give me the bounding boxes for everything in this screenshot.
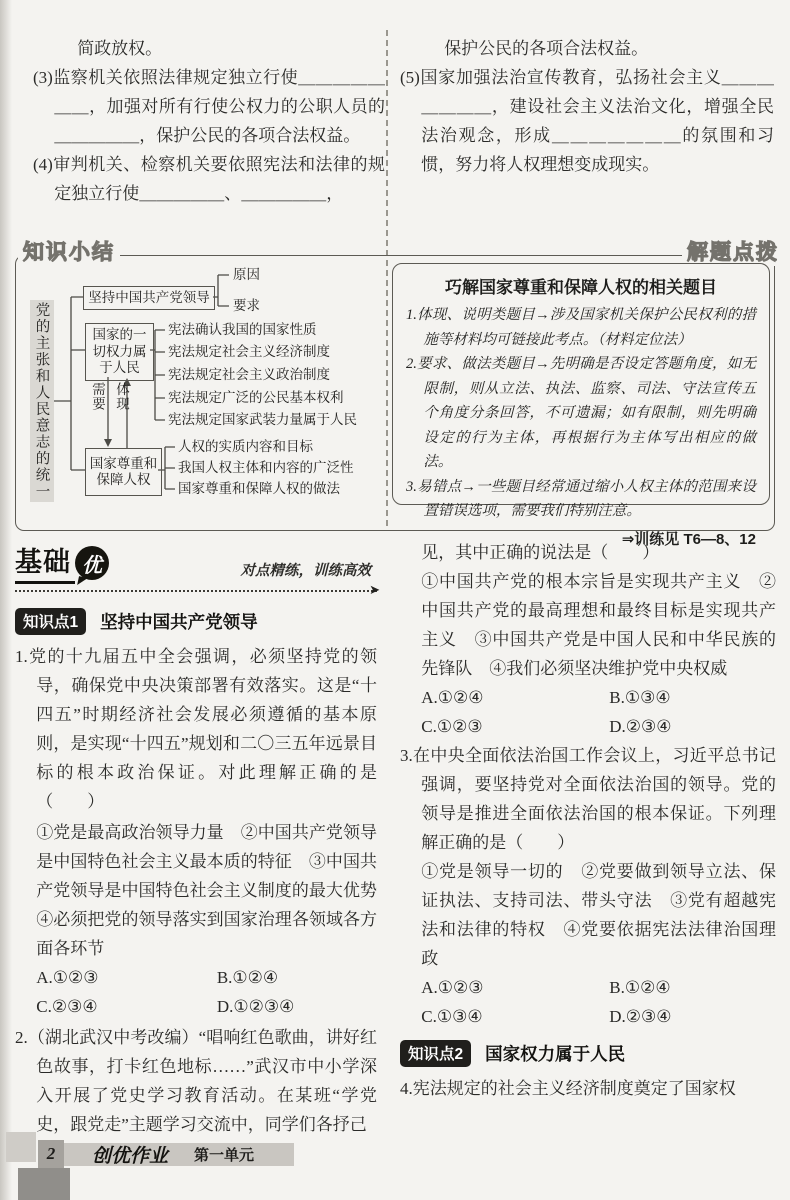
flowchart-node-power-belongs-to-people: 国家的一切权力属于人民 bbox=[85, 323, 154, 381]
question-3-options-row-1 bbox=[400, 973, 776, 1002]
flowchart-branch: 要求 bbox=[233, 298, 260, 313]
question-1-items: ①党是最高政治领导力量 ②中国共产党领导是中国特色社会主义最本质的特征 ③中国共产党领导是中国特色社会主义制度的最大优势 ④必须把党的领导落实到国家治理各领域各方面各环节 bbox=[36, 823, 394, 958]
flowchart-node-party-leadership: 坚持中国共产党领导 bbox=[83, 286, 215, 310]
option-d: D.①②③④ bbox=[216, 997, 295, 1016]
flowchart-branch: 宪法规定社会主义经济制度 bbox=[168, 344, 330, 359]
flowchart-branch: 国家尊重和保障人权的做法 bbox=[178, 481, 340, 496]
option-b: B.①②④ bbox=[216, 968, 279, 987]
basics-tagline: 对点精练，训练高效 bbox=[240, 563, 371, 579]
right-exercise-column bbox=[400, 538, 776, 1103]
flowchart-branch: 宪法规定社会主义政治制度 bbox=[168, 367, 330, 382]
option-c: C.①③④ bbox=[421, 1007, 483, 1026]
tips-label: 解题点拨 bbox=[682, 236, 784, 266]
tips-item-2: 2.要求、做法类题目→先明确是否设定答题角度，如无限制，则从立法、执法、监察、司法、守法宣传五个角度分条回答，不可遗漏；如有限制，则先明确设定的行为主体，再根据行为主体写出相应的做法。 bbox=[406, 356, 756, 470]
fill-in-continuation: 保护公民的各项合法权益。 bbox=[444, 39, 649, 58]
dotted-separator bbox=[15, 582, 380, 597]
knowledge-flowchart bbox=[15, 260, 385, 528]
option-a: A.①②③ bbox=[36, 968, 99, 987]
scan-artifact bbox=[18, 1168, 70, 1200]
question-4-stem: 4.宪法规定的社会主义经济制度奠定了国家权 bbox=[400, 1079, 736, 1098]
option-d: D.②③④ bbox=[609, 1007, 672, 1026]
question-3-stem: 3.在中央全面依法治国工作会议上，习近平总书记强调，要坚持党对全面依法治国的领导。党的领导是推进全面依法治国的根本保证。下列理解正确的是（ ） bbox=[400, 746, 776, 852]
you-badge: 优 bbox=[75, 546, 109, 580]
kp1-title: 坚持中国共产党领导 bbox=[100, 612, 258, 632]
question-2-stem: 2.（湖北武汉中考改编）“唱响红色歌曲，讲好红色故事，打卡红色地标……”武汉市中小学深入开展了党史学习教育活动。在某班“学党史，跟党走”主题学习交流中，同学们各抒己 bbox=[15, 1028, 377, 1134]
badge-tail bbox=[77, 576, 88, 587]
basics-logo: 基础 bbox=[15, 540, 75, 584]
tips-item-3: 3.易错点→一些题目经常通过缩小人权主体的范围来设置错误选项，需要我们特别注意。 bbox=[406, 478, 756, 519]
solving-tips-panel bbox=[392, 263, 770, 548]
knowledge-point-1 bbox=[15, 608, 377, 635]
fill-in-right-column bbox=[400, 34, 774, 179]
basics-header bbox=[15, 542, 377, 584]
footer-bar bbox=[64, 1143, 294, 1166]
training-reference: ⇒训练见 T6—8、12 bbox=[621, 530, 756, 548]
arrow-right-icon: ➤ bbox=[369, 582, 380, 597]
kp2-title: 国家权力属于人民 bbox=[485, 1044, 626, 1064]
page-number: 2 bbox=[38, 1140, 64, 1168]
footer-unit: 第一单元 bbox=[194, 1147, 255, 1164]
footer-brand: 创优作业 bbox=[92, 1146, 169, 1167]
kp2-badge: 知识点2 bbox=[400, 1040, 471, 1067]
fill-in-continuation: 简政放权。 bbox=[77, 39, 163, 58]
question-1-options-row-1 bbox=[15, 963, 377, 992]
flowchart-root-node: 党的主张和人民意志的统一 bbox=[30, 300, 54, 502]
flowchart-node-human-rights: 国家尊重和保障人权 bbox=[85, 448, 162, 496]
option-c: C.①②③ bbox=[421, 717, 483, 736]
flowchart-branch: 宪法规定广泛的公民基本权利 bbox=[168, 390, 344, 405]
left-exercise-column bbox=[15, 542, 394, 1139]
fill-in-left-column bbox=[33, 34, 385, 208]
fill-in-item-3: (3)监察机关依照法律规定独立行使＿＿＿＿＿＿＿，加强对所有行使公权力的公职人员的＿＿＿＿＿，保护公民的各项合法权益。 bbox=[33, 68, 385, 145]
flowchart-branch: 人权的实质内容和目标 bbox=[178, 439, 313, 454]
question-2-items: ①中国共产党的根本宗旨是实现共产主义 ②中国共产党的最高理想和最终目标是实现共产主义 ③中国共产党是中国人民和中华民族的先锋队 ④我们必须坚决维护党中央权威 bbox=[421, 572, 776, 678]
scan-edge-shadow bbox=[0, 0, 12, 1200]
option-a: A.①②③ bbox=[421, 978, 484, 997]
fill-in-item-4: (4)审判机关、检察机关要依照宪法和法律的规定独立行使＿＿＿＿＿、＿＿＿＿＿， bbox=[33, 155, 385, 203]
knowledge-summary-label: 知识小结 bbox=[18, 236, 120, 266]
arrow-down-icon bbox=[104, 439, 112, 447]
flowchart-branch: 宪法确认我国的国家性质 bbox=[168, 322, 317, 337]
option-b: B.①③④ bbox=[609, 688, 671, 707]
option-c: C.②③④ bbox=[36, 997, 98, 1016]
option-b: B.①②④ bbox=[609, 978, 671, 997]
fill-in-item-5: (5)国家加强法治宣传教育，弘扬社会主义＿＿＿＿＿＿＿，建设社会主义法治文化，增强全民法治观念，形成＿＿＿＿＿＿＿的氛围和习惯，努力将人权理想变成现实。 bbox=[400, 68, 774, 174]
flowchart-arrow-label-reflect: 体现 bbox=[114, 382, 129, 411]
question-3-options-row-2 bbox=[400, 1002, 776, 1031]
flowchart-branch: 宪法规定国家武装力量属于人民 bbox=[168, 412, 357, 427]
question-3-items: ①党是领导一切的 ②党要做到领导立法、保证执法、支持司法、带头守法 ③党有超越宪法和法律的特权 ④党要依据宪法法律治国理政 bbox=[421, 862, 776, 968]
option-a: A.①②④ bbox=[421, 688, 484, 707]
question-2-options-row-2 bbox=[400, 712, 776, 741]
question-1-stem: 1.党的十九届五中全会强调，必须坚持党的领导，确保党中央决策部署有效落实。这是“十四五”时期经济社会发展必须遵循的基本原则，是实现“十四五”规划和二〇三五年远景目标的根本政治保证。对此理解正确的是（ ） bbox=[15, 647, 377, 811]
flowchart-branch: 原因 bbox=[233, 267, 260, 282]
knowledge-point-2 bbox=[400, 1040, 776, 1067]
option-d: D.②③④ bbox=[609, 717, 672, 736]
kp1-badge: 知识点1 bbox=[15, 608, 86, 635]
flowchart-branch: 我国人权主体和内容的广泛性 bbox=[178, 460, 354, 475]
question-2-options-row-1 bbox=[400, 683, 776, 712]
tips-item-1: 1.体现、说明类题目→涉及国家机关保护公民权利的措施等材料均可链接此考点。（材料定位法） bbox=[406, 307, 756, 348]
tips-title: 巧解国家尊重和保障人权的相关题目 bbox=[445, 278, 717, 297]
question-2-continuation: 见，其中正确的说法是（ ） bbox=[421, 543, 660, 562]
flowchart-arrow-label-need: 需要 bbox=[90, 382, 105, 411]
question-1-options-row-2 bbox=[15, 992, 377, 1021]
